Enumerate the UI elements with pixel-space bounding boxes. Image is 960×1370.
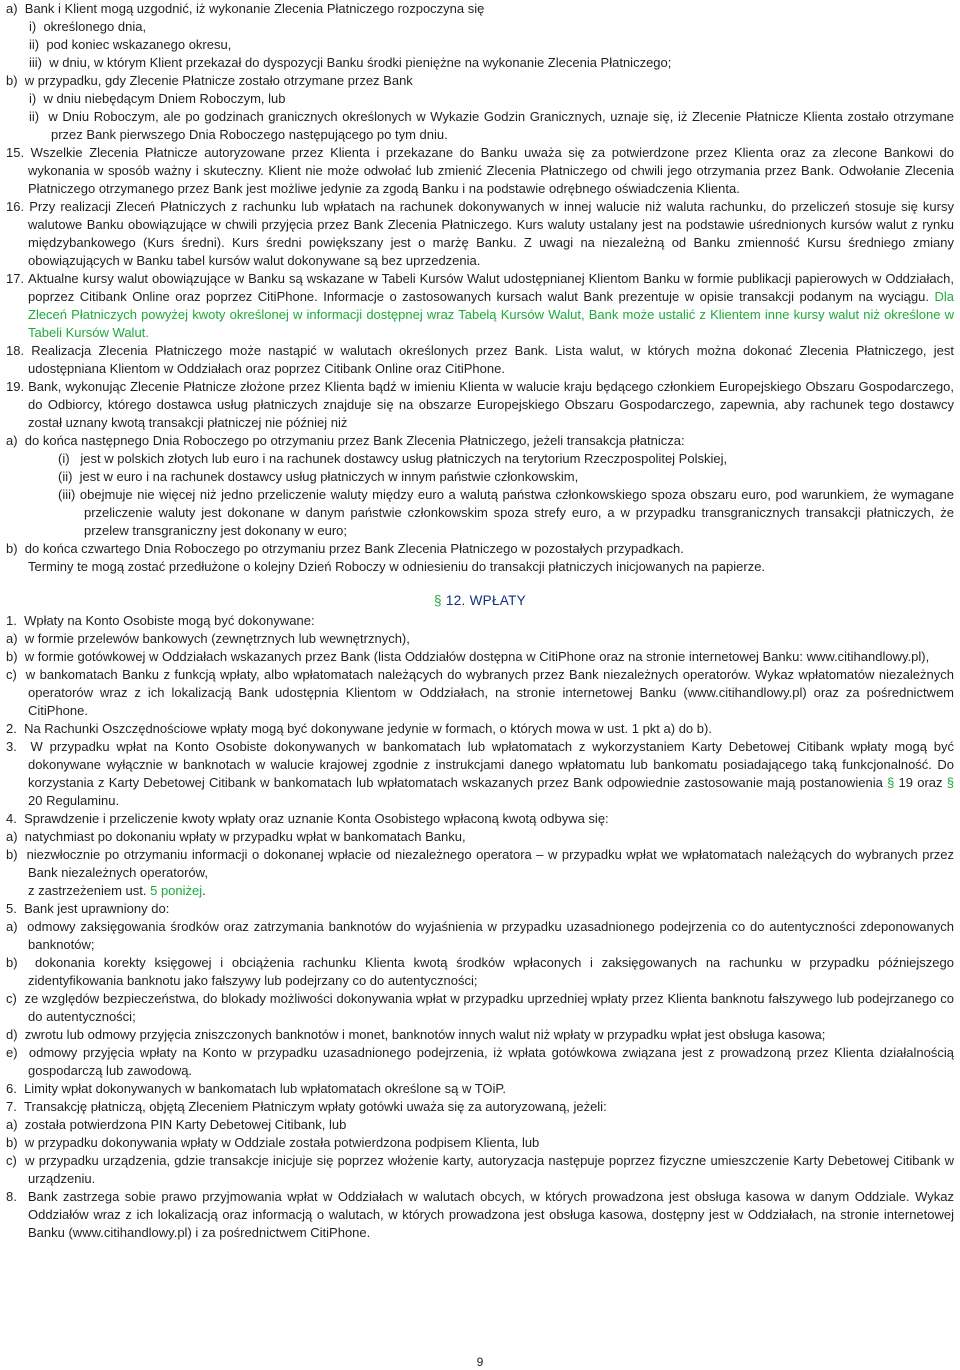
paragraph-text: .: [202, 883, 206, 898]
paragraph-text: 20 Regulaminu.: [28, 793, 120, 808]
paragraph: b) dokonania korekty księgowej i obciążenia rachunku Klienta kwotą środków wpłaconych i zaksięgowanych na rachunku w przypadku późniejszego zidentyfikowania banknotu jako fałszywy lub podejrzany co do autentyczności;: [6, 955, 954, 988]
page-number: 9: [476, 1355, 484, 1369]
cross-reference: 5 poniżej: [150, 883, 203, 898]
paragraph: 4. Sprawdzenie i przeliczenie kwoty wpłaty oraz uznanie Konta Osobistego wpłaconą kwotą odbywa się:: [6, 811, 609, 826]
paragraph: (ii) jest w euro i na rachunek dostawcy usług płatniczych w innym państwie członkowskim,: [58, 469, 579, 484]
paragraph: b) do końca czwartego Dnia Roboczego po otrzymaniu przez Bank Zlecenia Płatniczego w pozostałych przypadkach.: [6, 541, 684, 556]
highlighted-text: Dla Zleceń Płatniczych powyżej kwoty określonej w informacji dostępnej wraz Tabelą Kursów Walut, Bank może ustalić z Klientem inne kursy walut niż określone w Tabeli Kursów Walut.: [28, 289, 954, 340]
section-mark: §: [434, 593, 442, 608]
section-mark: §: [887, 775, 895, 790]
paragraph: a) natychmiast po dokonaniu wpłaty w przypadku wpłat w bankomatach Banku,: [6, 829, 466, 844]
paragraph: c) w bankomatach Banku z funkcją wpłaty, albo wpłatomatach należących do wybranych przez Bank niezależnych operatorów. Wykaz wpłatomatów niezależnych operatorów wraz z ich lokalizacją Bank udostępnia Klientom w Oddziałach, na stronie internetowej Banku (www.citihandlowy.pl) oraz za pośrednictwem CitiPhone.: [6, 667, 954, 718]
section-heading: [6, 592, 954, 610]
paragraph: Terminy te mogą zostać przedłużone o kolejny Dzień Roboczy w odniesieniu do transakcji płatniczych inicjowanych na papierze.: [28, 559, 766, 574]
section-title: 12. WPŁATY: [445, 593, 526, 608]
paragraph: a) do końca następnego Dnia Roboczego po otrzymaniu przez Bank Zlecenia Płatniczego, jeżeli transakcja płatnicza:: [6, 433, 685, 448]
paragraph: a) odmowy zaksięgowania środków oraz zatrzymania banknotów do wyjaśnienia w przypadku uzasadnionego podejrzenia co do autentyczności zdeponowanych banknotów;: [6, 919, 954, 952]
paragraph: (iii) obejmuje nie więcej niż jedno przeliczenie waluty między euro a walutą państwa członkowskiego spoza obszaru euro, pod warunkiem, że wymagane przeliczenie waluty jest dokonane w danym państwie członkowskim spoza strefy euro, a w przypadku transgranicznych transakcji płatniczych, że przelew transgraniczny jest dokonany w euro;: [58, 487, 954, 538]
paragraph: 2. Na Rachunki Oszczędnościowe wpłaty mogą być dokonywane jedynie w formach, o których mowa w ust. 1 pkt a) do b).: [6, 721, 712, 736]
paragraph: e) odmowy przyjęcia wpłaty na Konto w przypadku uzasadnionego podejrzenia, iż wpłata gotówkowa związana jest z prowadzoną przez Klienta działalnością gospodarczą lub zawodową.: [6, 1045, 954, 1078]
paragraph: i) w dniu niebędącym Dniem Roboczym, lub: [29, 91, 286, 106]
paragraph: b) niezwłocznie po otrzymaniu informacji o dokonanej wpłacie od niezależnego operatora – w przypadku wpłat we wpłatomatach należących do wybranych przez Bank niezależnych operatorów,: [6, 847, 954, 880]
paragraph: 5. Bank jest uprawniony do:: [6, 901, 170, 916]
paragraph: a) w formie przelewów bankowych (zewnętrznych lub wewnętrznych),: [6, 631, 410, 646]
paragraph: d) zwrotu lub odmowy przyjęcia zniszczonych banknotów i monet, banknotów innych walut niż wpłaty w przypadku wpłat jest obsługa kasowa;: [6, 1027, 826, 1042]
paragraph: 18. Realizacja Zlecenia Płatniczego może nastąpić w walutach określonych przez Bank. Lista walut, w których można dokonać Zlecenia Płatniczego, jest udostępniana Klientom w Oddziałach oraz poprzez Citibank Online oraz CitiPhone.: [6, 343, 954, 376]
paragraph: 15. Wszelkie Zlecenia Płatnicze autoryzowane przez Klienta i przekazane do Banku uważa się za potwierdzone przez Klienta oraz za zlecone Bankowi do wykonania w sposób ważny i skuteczny. Klient nie może odwołać lub zmienić Zlecenia Płatniczego od chwili jego otrzymania przez Bank. Odwołanie Zlecenia Płatniczego otrzymanego przez Bank jest możliwe jedynie za zgodą Banku i na podstawie odrębnego oświadczenia Klienta.: [6, 145, 954, 196]
paragraph: c) w przypadku urządzenia, gdzie transakcje inicjuje się poprzez włożenie karty, autoryzacja następuje poprzez fizyczne umieszczenie Karty Debetowej Citibank w urządzeniu.: [6, 1153, 954, 1186]
paragraph: a) Bank i Klient mogą uzgodnić, iż wykonanie Zlecenia Płatniczego rozpoczyna się: [6, 1, 485, 16]
paragraph: [6, 882, 954, 900]
paragraph-text: 19 oraz: [894, 775, 947, 790]
paragraph: 19. Bank, wykonując Zlecenie Płatnicze złożone przez Klienta bądź w imieniu Klienta w walucie kraju będącego członkiem Europejskiego Obszaru Gospodarczego, do Odbiorcy, którego dostawca usług płatniczych znajduje się na obszarze Europejskiego Obszaru Gospodarczego, zapewnia, aby rachunek tego dostawcy został uznany kwotą transakcji płatniczej nie później niż: [6, 379, 954, 430]
paragraph: c) ze względów bezpieczeństwa, do blokady możliwości dokonywania wpłat w przypadku uprzedniej wpłaty przez Klienta banknotu fałszywego lub podejrzanego co do autentyczności;: [6, 991, 954, 1024]
paragraph: i) określonego dnia,: [29, 19, 147, 34]
paragraph: 8. Bank zastrzega sobie prawo przyjmowania wpłat w Oddziałach w walutach obcych, w których prowadzona jest obsługa kasowa w danym Oddziale. Wykaz Oddziałów wraz z ich lokalizacją oraz informacją o walutach, w których prowadzona jest obsługa kasowa, dostępny jest w Oddziałach, na stronie internetowej Banku (www.citihandlowy.pl) i za pośrednictwem CitiPhone.: [6, 1189, 954, 1240]
paragraph: iii) w dniu, w którym Klient przekazał do dyspozycji Banku środki pieniężne na wykonanie Zlecenia Płatniczego;: [29, 55, 672, 70]
paragraph: 6. Limity wpłat dokonywanych w bankomatach lub wpłatomatach określone są w TOiP.: [6, 1081, 507, 1096]
paragraph-text: 3. W przypadku wpłat na Konto Osobiste dokonywanych w bankomatach lub wpłatomatach z wykorzystaniem Karty Debetowej Citibank wpłaty mogą być dokonywane wyłącznie w banknotach w walucie krajowej zgodnie z instrukcjami danego wpłatomatu lub bankomatu posiadającego taką funkcjonalność. Do korzystania z Karty Debetowej Citibank w bankomatach lub wpłatomatach wskazanych przez Bank odpowiednie zastosowanie mają postanowienia: [6, 739, 954, 790]
paragraph-text: z zastrzeżeniem ust.: [28, 883, 151, 898]
section-mark: §: [946, 775, 954, 790]
paragraph: b) w przypadku dokonywania wpłaty w Oddziale została potwierdzona podpisem Klienta, lub: [6, 1135, 540, 1150]
paragraph: 1. Wpłaty na Konto Osobiste mogą być dokonywane:: [6, 613, 315, 628]
paragraph: 7. Transakcję płatniczą, objętą Zleceniem Płatniczym wpłaty gotówki uważa się za autoryzowaną, jeżeli:: [6, 1099, 607, 1114]
paragraph: [6, 270, 954, 342]
paragraph: b) w formie gotówkowej w Oddziałach wskazanych przez Bank (lista Oddziałów dostępna w CitiPhone oraz na stronie internetowej Banku: www.citihandlowy.pl),: [6, 649, 930, 664]
paragraph: b) w przypadku, gdy Zlecenie Płatnicze zostało otrzymane przez Bank: [6, 73, 413, 88]
document-page: [6, 0, 954, 1242]
paragraph: 16. Przy realizacji Zleceń Płatniczych z rachunku lub wpłatach na rachunek dokonywanych w innej walucie niż waluta rachunku, do przeliczeń stosuje się kursy walutowe Banku obowiązujące w chwili przyjęcia przez Bank Zlecenia Płatniczego. Kurs waluty ustalany jest na podstawie uśrednionych kursów walut z rynku międzybankowego (Kurs średni). Kurs średni powiększany jest o marżę Banku. Z uwagi na niezależną od Banku zmienność Kursu średniego zmiany obowiązujących w Banku tabel kursów walut dokonywane są bez uprzedzenia.: [6, 199, 954, 268]
paragraph: ii) w Dniu Roboczym, ale po godzinach granicznych określonych w Wykazie Godzin Granicznych, uznaje się, iż Zlecenie Płatnicze Klienta zostało otrzymane przez Bank pierwszego Dnia Roboczego następującego po tym dniu.: [29, 109, 954, 142]
paragraph: ii) pod koniec wskazanego okresu,: [29, 37, 232, 52]
paragraph: (i) jest w polskich złotych lub euro i na rachunek dostawcy usług płatniczych na terytorium Rzeczpospolitej Polskiej,: [58, 451, 728, 466]
paragraph: [6, 738, 954, 810]
paragraph-text: 17. Aktualne kursy walut obowiązujące w Banku są wskazane w Tabeli Kursów Walut udostępnianej Klientom Banku w formie publikacji papierowych w Oddziałach, poprzez Citibank Online oraz poprzez CitiPhone. Informacje o zastosowanych kursach walut Bank prezentuje w opisie transakcji podanym na wyciągu.: [6, 271, 954, 304]
paragraph: a) została potwierdzona PIN Karty Debetowej Citibank, lub: [6, 1117, 347, 1132]
